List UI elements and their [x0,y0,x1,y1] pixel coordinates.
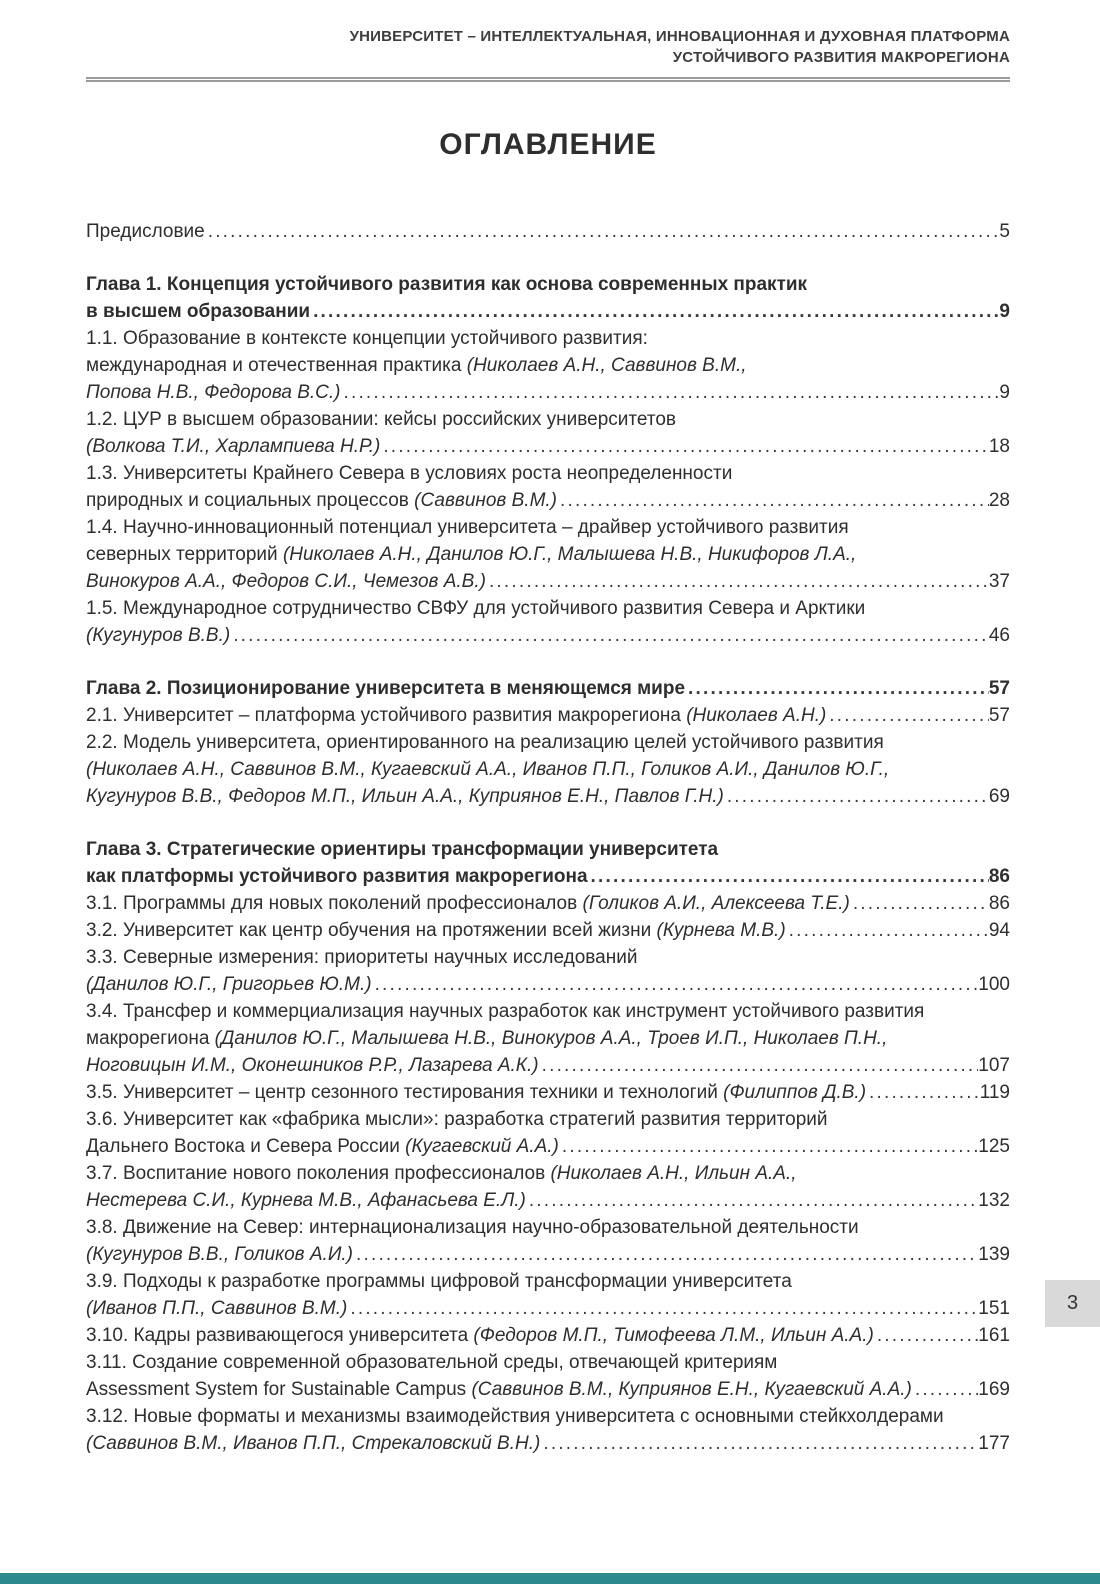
dot-leader [380,433,989,460]
toc-line [86,487,1010,514]
toc-line [86,836,1010,863]
toc-page-number: 139 [978,1244,1010,1265]
dot-leader [685,675,989,702]
toc-line-text: 3.6. Университет как «фабрика мысли»: разработка стратегий развития территорий [86,1109,828,1130]
dot-leader [341,379,1000,406]
toc-entry [86,1106,1010,1160]
toc-line [86,379,1010,406]
toc-line-text: 2.1. Университет – платформа устойчивого развития макрорегиона (Николаев А.Н.) [86,705,827,726]
toc-line [86,863,1010,890]
toc-line-text: (Кугунуров В.В., Голиков А.И.) [86,1244,354,1265]
toc-line-text: 3.11. Создание современной образовательной среды, отвечающей критериям [86,1352,778,1373]
toc-entry [86,1160,1010,1214]
toc-line [86,1295,1010,1322]
toc-line [86,944,1010,971]
toc-line-text: (Данилов Ю.Г., Григорьев Ю.М.) [86,974,372,995]
toc-line-text: Предисловие [86,221,205,242]
toc-line-text: 3.4. Трансфер и коммерциализация научных разработок как инструмент устойчивого развития [86,1001,925,1022]
toc-page-number: 86 [988,866,1010,887]
toc-line-text: Нестерева С.И., Курнева М.В., Афанасьева Е.Л.) [86,1190,526,1211]
toc-line [86,702,1010,729]
dot-leader [912,1376,978,1403]
toc-page-number: 107 [978,1055,1010,1076]
toc-entry [86,325,1010,406]
toc-entry [86,406,1010,460]
toc-line [86,1268,1010,1295]
toc-page-number: 69 [988,786,1010,807]
dot-leader [559,1133,978,1160]
toc-line [86,917,1010,944]
dot-leader [353,1241,978,1268]
page-title: ОГЛАВЛЕНИЕ [439,128,657,161]
toc-entry [86,917,1010,944]
toc-page-number: 9 [999,382,1010,403]
toc-line-text: Assessment System for Sustainable Campus (Саввинов В.М., Куприянов Е.Н., Кугаевский А.А.) [86,1379,912,1400]
dot-leader [724,783,989,810]
toc-line-text: макрорегиона (Данилов Ю.Г., Малышева Н.В., Винокуров А.А., Троев И.П., Николаев П.Н., [86,1028,888,1049]
running-header [86,26,1010,68]
toc-entry [86,675,1010,702]
toc-line [86,218,1010,245]
toc-entry [86,595,1010,649]
toc-page-number: 18 [988,436,1010,457]
toc-page-number: 9 [999,301,1010,322]
toc-entry [86,271,1010,325]
toc-line-text: 1.3. Университеты Крайнего Севера в условиях роста неопределенности [86,463,733,484]
running-header-line2: УСТОЙЧИВОГО РАЗВИТИЯ МАКРОРЕГИОНА [672,49,1010,66]
toc-entry [86,460,1010,514]
dot-leader [230,622,989,649]
toc-line-text: (Иванов П.П., Саввинов В.М.) [86,1298,348,1319]
dot-leader [866,1079,980,1106]
toc-entry [86,1079,1010,1106]
toc-entry [86,890,1010,917]
header-rule [86,77,1010,82]
toc-line-text: (Волкова Т.И., Харлампиева Н.Р.) [86,436,381,457]
toc-line [86,1376,1010,1403]
toc-line [86,433,1010,460]
toc-line [86,1403,1010,1430]
toc-line [86,1322,1010,1349]
toc-line [86,890,1010,917]
toc-line [86,1106,1010,1133]
dot-leader [874,1322,978,1349]
toc-entry [86,1322,1010,1349]
toc-page-number: 132 [978,1190,1010,1211]
page-number: 3 [1066,1292,1079,1314]
dot-leader [372,971,979,998]
toc-line-text: в высшем образовании [86,301,311,322]
toc-line-text: Глава 3. Стратегические ориентиры трансформации университета [86,839,719,860]
toc-line [86,595,1010,622]
dot-leader [310,298,999,325]
toc-line-text: Глава 2. Позиционирование университета в меняющемся мире [86,678,686,699]
toc-line [86,352,1010,379]
toc-page-number: 94 [988,920,1010,941]
toc-line [86,1349,1010,1376]
toc-entry [86,1349,1010,1403]
dot-leader [826,702,989,729]
toc-page-number: 46 [988,625,1010,646]
toc-line-text: 3.3. Северные измерения: приоритеты научных исследований [86,947,638,968]
toc-line [86,729,1010,756]
toc-line [86,568,1010,595]
toc-line-text: 1.4. Научно-инновационный потенциал университета – драйвер устойчивого развития [86,517,849,538]
toc-entry [86,1214,1010,1268]
toc-entry [86,1268,1010,1322]
dot-leader [205,218,1000,245]
page-number-tab [1045,1280,1100,1327]
toc-line-text: (Саввинов В.М., Иванов П.П., Стрекаловский В.Н.) [86,1433,541,1454]
footer-accent-bar [0,1573,1100,1584]
toc-line-text: Попова Н.В., Федорова В.С.) [86,382,341,403]
toc-line-text: 3.10. Кадры развивающегося университета (Федоров М.П., Тимофеева Л.М., Ильин А.А.) [86,1325,874,1346]
toc-line [86,675,1010,702]
toc-page-number: 125 [978,1136,1010,1157]
toc-page-number: 28 [988,490,1010,511]
toc-line-text: Кугунуров В.В., Федоров М.П., Ильин А.А., Куприянов Е.Н., Павлов Г.Н.) [86,786,724,807]
toc-line-text: 1.5. Международное сотрудничество СВФУ для устойчивого развития Севера и Арктики [86,598,866,619]
toc-line-text: 3.8. Движение на Север: интернационализация научно-образовательной деятельности [86,1217,859,1238]
toc-line [86,1241,1010,1268]
dot-leader [539,1052,979,1079]
dot-leader [347,1295,978,1322]
toc-line [86,998,1010,1025]
toc-entry [86,1403,1010,1457]
toc-page-number: 57 [988,705,1010,726]
toc-line [86,756,1010,783]
toc-line [86,783,1010,810]
dot-leader [786,917,989,944]
toc-line [86,460,1010,487]
toc-line-text: 3.5. Университет – центр сезонного тестирования техники и технологий (Филиппов Д.В.) [86,1082,867,1103]
toc-line [86,622,1010,649]
toc-line [86,1133,1010,1160]
toc-line-text: 3.9. Подходы к разработке программы цифровой трансформации университета [86,1271,792,1292]
toc-line-text: 1.2. ЦУР в высшем образовании: кейсы российских университетов [86,409,676,430]
toc-line [86,406,1010,433]
toc-line [86,541,1010,568]
dot-leader [557,487,989,514]
toc-line [86,1160,1010,1187]
toc-line [86,1079,1010,1106]
toc-entry [86,702,1010,729]
toc-line-text: 1.1. Образование в контексте концепции устойчивого развития: [86,328,648,349]
toc-line [86,298,1010,325]
toc-line-text: Дальнего Востока и Севера России (Кугаевский А.А.) [86,1136,559,1157]
toc-line [86,1025,1010,1052]
toc-line [86,1052,1010,1079]
toc-line [86,325,1010,352]
toc-page-number: 161 [978,1325,1010,1346]
toc-line-text: Винокуров А.А., Федоров С.И., Чемезов А.В.) [86,571,486,592]
toc-page-number: 169 [978,1379,1010,1400]
toc-line [86,971,1010,998]
toc-line-text: 3.7. Воспитание нового поколения профессионалов (Николаев А.Н., Ильин А.А., [86,1163,797,1184]
toc-line-text: международная и отечественная практика (Николаев А.Н., Саввинов В.М., [86,355,747,376]
toc-page-number: 119 [979,1082,1010,1103]
toc-line-text: 2.2. Модель университета, ориентированного на реализацию целей устойчивого развития [86,732,884,753]
toc-line [86,1430,1010,1457]
toc-list [86,218,1010,1457]
toc-line-text: северных территорий (Николаев А.Н., Данилов Ю.Г., Малышева Н.В., Никифоров Л.А., [86,544,857,565]
toc-entry [86,218,1010,245]
toc-entry [86,836,1010,890]
toc-entry [86,514,1010,595]
dot-leader [588,863,989,890]
dot-leader [850,890,989,917]
toc-line-text: (Николаев А.Н., Саввинов В.М., Кугаевский А.А., Иванов П.П., Голиков А.И., Данилов Ю.Г., [86,759,890,780]
dot-leader [526,1187,978,1214]
dot-leader [486,568,989,595]
toc-page-number: 57 [988,678,1010,699]
toc-line-text: Ноговицын И.М., Оконешников Р.Р., Лазарева А.К.) [86,1055,539,1076]
toc-page-number: 100 [978,974,1010,995]
toc-line-text: как платформы устойчивого развития макрорегиона [86,866,588,887]
toc-line-text: природных и социальных процессов (Саввинов В.М.) [86,490,558,511]
toc-entry [86,944,1010,998]
toc-line [86,271,1010,298]
toc-page-number: 151 [978,1298,1010,1319]
toc-entry [86,729,1010,810]
toc-line [86,514,1010,541]
running-header-line1: УНИВЕРСИТЕТ – ИНТЕЛЛЕКТУАЛЬНАЯ, ИННОВАЦИОННАЯ И ДУХОВНАЯ ПЛАТФОРМА [349,28,1010,45]
toc-line [86,1214,1010,1241]
toc-line-text: 3.2. Университет как центр обучения на протяжении всей жизни (Курнева М.В.) [86,920,786,941]
toc-line-text: (Кугунуров В.В.) [86,625,231,646]
toc-entry [86,998,1010,1079]
toc-page-number: 177 [978,1433,1010,1454]
toc-line-text: Глава 1. Концепция устойчивого развития как основа современных практик [86,274,808,295]
dot-leader [540,1430,978,1457]
toc-line [86,1187,1010,1214]
toc-page-number: 37 [988,571,1010,592]
toc-page-number: 5 [999,221,1010,242]
toc-line-text: 3.1. Программы для новых поколений профессионалов (Голиков А.И., Алексеева Т.Е.) [86,893,850,914]
toc-line-text: 3.12. Новые форматы и механизмы взаимодействия университета с основными стейкхолдерами [86,1406,944,1427]
toc-page-number: 86 [988,893,1010,914]
